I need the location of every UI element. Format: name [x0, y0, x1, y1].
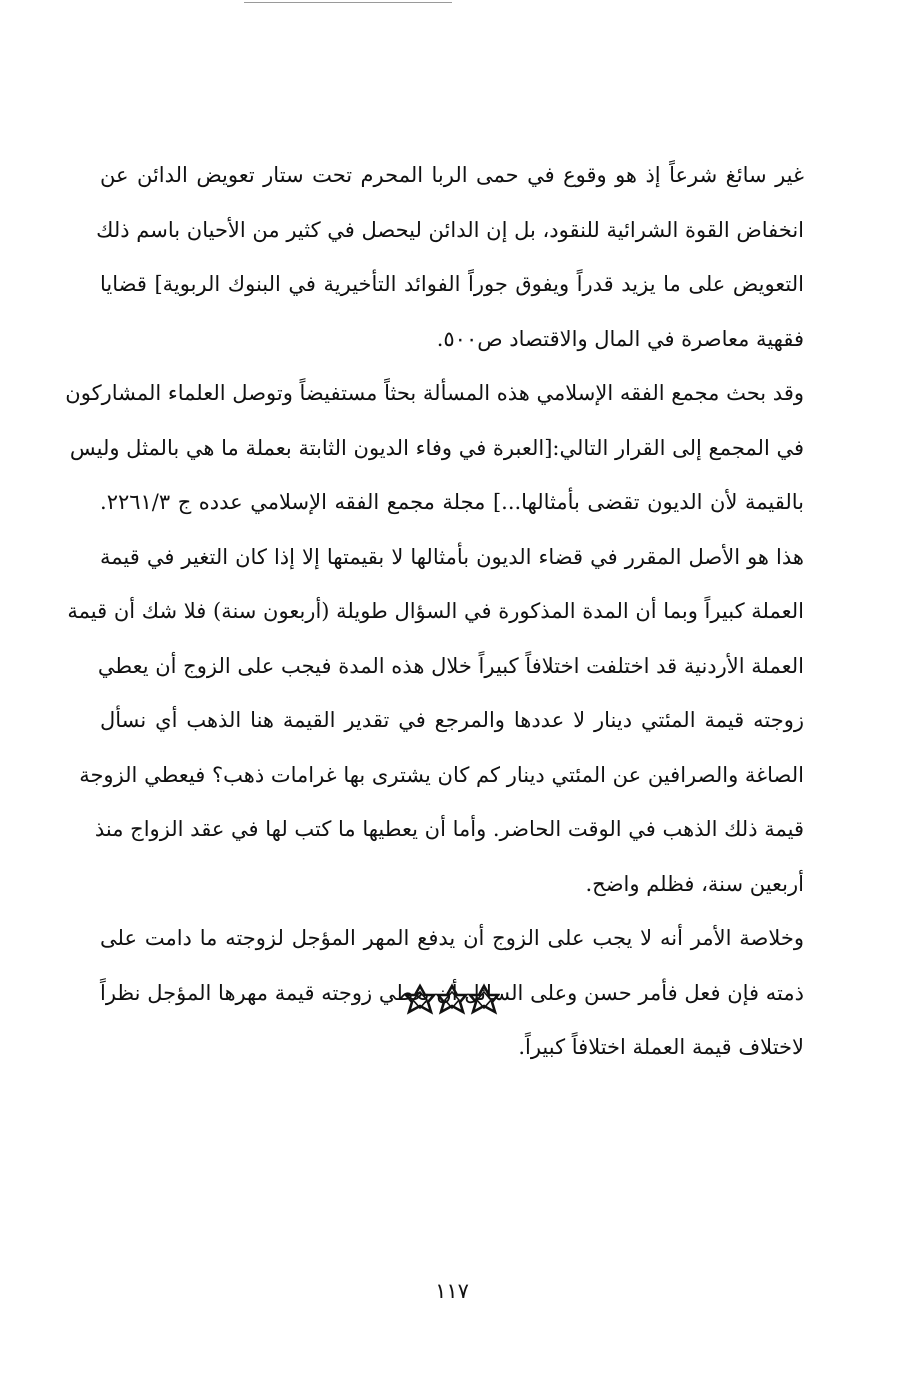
text-line: غير سائغ شرعاً إذ هو وقوع في حمى الربا المحرم تحت ستار تعويض الدائن عن: [100, 163, 804, 187]
text-line: لاختلاف قيمة العملة اختلافاً كبيراً.: [518, 1035, 804, 1059]
text-line: العملة كبيراً وبما أن المدة المذكورة في السؤال طويلة (أربعون سنة) فلا شك أن قيمة: [67, 599, 804, 623]
page-number: ١١٧: [435, 1279, 469, 1303]
text-line: وخلاصة الأمر أنه لا يجب على الزوج أن يدفع المهر المؤجل لزوجته ما دامت على: [100, 926, 804, 950]
top-rule: [244, 2, 452, 3]
paragraph-1: [96, 148, 804, 366]
text-line: وقد بحث مجمع الفقه الإسلامي هذه المسألة بحثاً مستفيضاً وتوصل العلماء المشاركون: [65, 381, 804, 405]
text-line: زوجته قيمة المئتي دينار لا عددها والمرجع في تقدير القيمة هنا الذهب أي نسأل: [100, 708, 804, 732]
text-line: هذا هو الأصل المقرر في قضاء الديون بأمثالها لا بقيمتها إلا إذا كان التغير في قيمة: [100, 544, 804, 569]
text-line: أربعين سنة، فظلم واضح.: [585, 871, 804, 896]
paragraph-2: [65, 366, 804, 911]
text-line: التعويض على ما يزيد قدراً ويفوق جوراً الفوائد التأخيرية في البنوك الربوية] قضايا: [100, 272, 804, 296]
text-line: في المجمع إلى القرار التالي:[العبرة في وفاء الديون الثابتة بعملة ما هي بالمثل وليس: [69, 435, 804, 460]
text-line: العملة الأردنية قد اختلفت اختلافاً كبيراً خلال هذه المدة فيجب على الزوج أن يعطي: [97, 653, 804, 678]
text-line: ذمته فإن فعل فأمر حسن وعلى السائل أن يعطي زوجته قيمة مهرها المؤجل نظراً: [100, 980, 804, 1005]
text-line: الصاغة والصرافين عن المئتي دينار كم كان يشترى بها غرامات ذهب؟ فيعطي الزوجة: [79, 762, 804, 787]
text-line: بالقيمة لأن الديون تقضى بأمثالها...] مجلة مجمع الفقه الإسلامي عدده ج ٢٢٦١/٣.: [100, 490, 804, 514]
body-text: [65, 148, 804, 1075]
text-line: انخفاض القوة الشرائية للنقود، بل إن الدائن ليحصل في كثير من الأحيان باسم ذلك: [96, 217, 804, 242]
text-line: قيمة ذلك الذهب في الوقت الحاضر. وأما أن يعطيها ما كتب لها في عقد الزواج منذ: [94, 817, 804, 841]
triple-star-ornament-icon: [404, 982, 500, 1018]
text-line: فقهية معاصرة في المال والاقتصاد ص٥٠٠.: [436, 326, 804, 351]
